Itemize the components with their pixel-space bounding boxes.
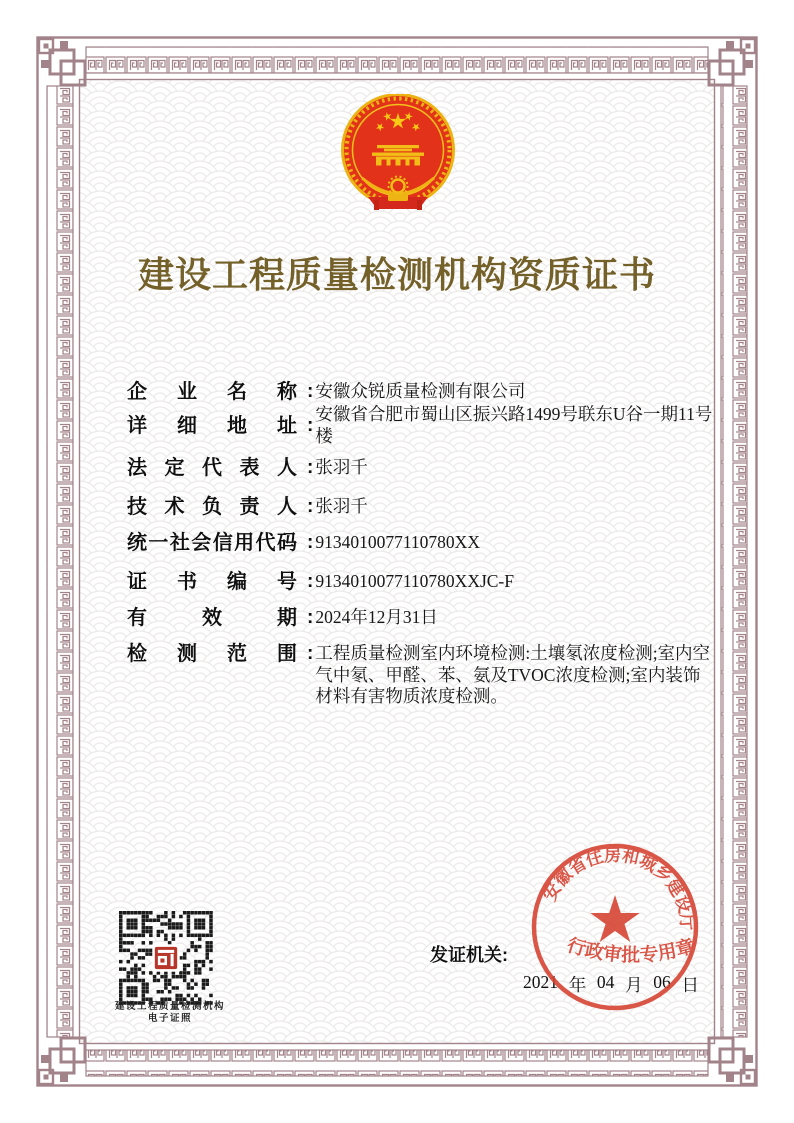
field-colon: : <box>307 643 314 664</box>
tiananmen-gate-glyph <box>372 145 424 166</box>
certificate-title: 建设工程质量检测机构资质证书 <box>137 254 656 295</box>
issue-date-month-unit: 月 <box>625 975 643 995</box>
field-label: 检 测 范 围 <box>127 643 297 665</box>
qr-caption-line2: 电子证照 <box>147 1013 192 1024</box>
field-label: 法 定 代 表 人 <box>127 457 297 479</box>
seal-bottom-text: 行政审批专用章 <box>564 933 697 966</box>
field-colon: : <box>307 414 314 436</box>
qr-caption <box>100 1002 240 1025</box>
field-row-certificate-number <box>127 570 713 594</box>
field-colon: : <box>307 532 314 553</box>
field-value: 2024年12月31日 <box>315 607 438 628</box>
red-official-seal <box>524 836 710 1022</box>
china-national-emblem-icon <box>337 94 459 214</box>
issue-date-month: 04 <box>596 972 615 992</box>
issue-date-day: 06 <box>653 972 671 992</box>
issue-date-year-unit: 年 <box>568 975 587 995</box>
field-colon: : <box>307 457 314 478</box>
issuing-authority-label: 发证机关: <box>430 945 508 965</box>
field-row-testing-scope <box>127 643 713 708</box>
field-label: 统 一 社 会 信 用 代 码 <box>127 532 297 554</box>
field-colon: : <box>307 571 314 592</box>
field-value: 安徽众锐质量检测有限公司 <box>315 381 526 402</box>
field-value: 安徽省合肥市蜀山区振兴路1499号联东U谷一期11号楼 <box>315 404 713 446</box>
field-row-company-name <box>127 380 713 404</box>
qr-code <box>119 911 213 1005</box>
qr-caption-line1: 建设工程质量检测机构 <box>114 1002 225 1012</box>
field-colon: : <box>307 496 314 517</box>
field-label: 有 效 期 <box>127 607 297 629</box>
field-row-credit-code <box>127 531 713 555</box>
field-label: 证 书 编 号 <box>127 571 297 593</box>
field-value: 工程质量检测室内环境检测:土壤氡浓度检测;室内空气中氡、甲醛、苯、氨及TVOC浓度检测;室内装饰材料有害物质浓度检测。 <box>315 643 711 706</box>
field-row-valid-until <box>127 606 713 630</box>
field-label: 技 术 负 责 人 <box>127 496 297 518</box>
field-label: 详 细 地 址 <box>127 414 297 437</box>
svg-text:行政审批专用章 <box>565 934 698 965</box>
field-value: 张羽千 <box>315 496 368 517</box>
seal-ring-text: 安徽省住房和城乡建设厅 <box>538 843 699 933</box>
field-value: 张羽千 <box>315 457 368 478</box>
field-colon: : <box>307 607 314 628</box>
issue-date-year: 2021 <box>523 972 558 992</box>
field-value: 9134010077110780XX <box>315 532 480 553</box>
field-row-technical-director <box>127 495 713 519</box>
field-value: 9134010077110780XXJC-F <box>315 571 514 592</box>
field-row-legal-representative <box>127 456 713 480</box>
field-label: 企 业 名 称 <box>127 381 297 403</box>
issue-date-day-unit: 日 <box>681 975 699 995</box>
field-row-address <box>127 404 713 447</box>
field-colon: : <box>307 381 314 402</box>
